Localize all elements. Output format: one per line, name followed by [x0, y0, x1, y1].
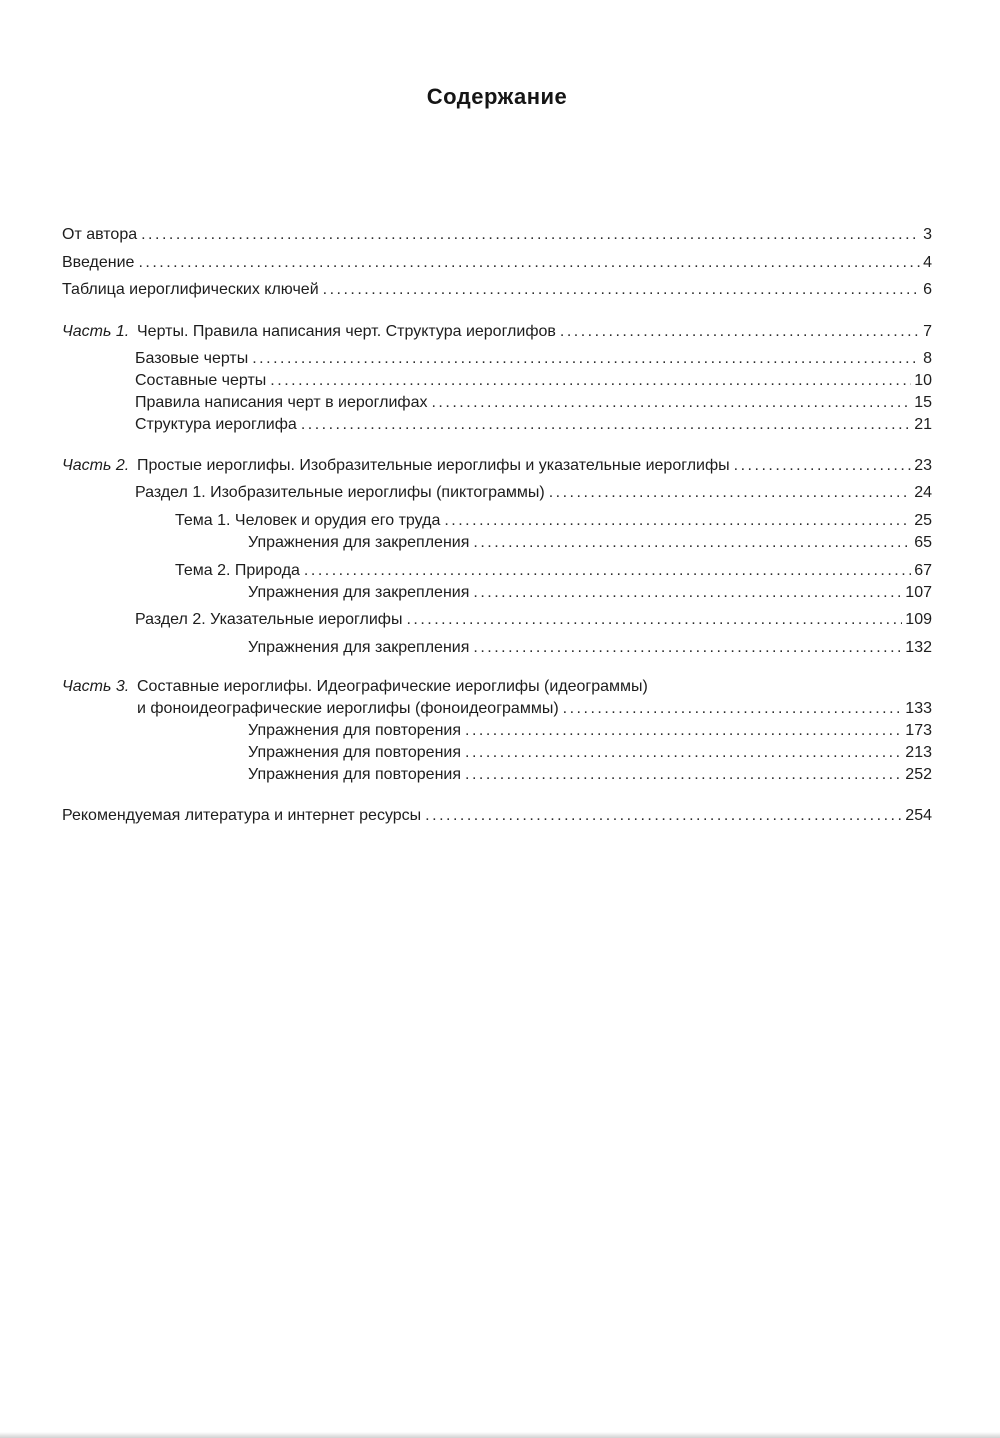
toc-entry — [175, 560, 932, 582]
toc-entry-label: Структура иероглифа — [135, 416, 297, 433]
toc-entry — [62, 321, 932, 343]
toc-entry — [248, 720, 932, 742]
dotted-leader — [425, 805, 902, 827]
toc-page-number: 213 — [905, 744, 932, 761]
toc-entry — [135, 392, 932, 414]
dotted-leader — [270, 370, 911, 392]
toc-page-number: 23 — [914, 457, 932, 474]
toc-entry — [62, 805, 932, 827]
toc-entry-label: Упражнения для повторения — [248, 722, 461, 739]
toc-entry-label: Простые иероглифы. Изобразительные иероглифы и указательные иероглифы — [137, 457, 730, 474]
toc-entry-label: Составные иероглифы. Идеографические иероглифы (идеограммы) — [137, 678, 648, 695]
toc-page-number: 173 — [905, 722, 932, 739]
toc-entry-label: Упражнения для закрепления — [248, 639, 470, 656]
dotted-leader — [323, 279, 920, 301]
dotted-leader — [406, 609, 902, 631]
toc-page-number: 252 — [905, 766, 932, 783]
toc-entry-label: От автора — [62, 226, 138, 243]
toc-entry-label: Тема 2. Природа — [175, 562, 300, 579]
dotted-leader — [473, 532, 911, 554]
toc-entry — [135, 370, 932, 392]
dotted-leader — [473, 637, 902, 659]
toc-entry — [175, 510, 932, 532]
toc-entry-label: Раздел 1. Изобразительные иероглифы (пиктограммы) — [135, 484, 545, 501]
toc-page-number: 24 — [914, 484, 932, 501]
toc-page-number: 3 — [923, 226, 932, 243]
dotted-leader — [138, 252, 920, 274]
toc-entry-label: Черты. Правила написания черт. Структура иероглифов — [137, 323, 556, 340]
toc-entry-label: Упражнения для закрепления — [248, 584, 470, 601]
toc-entry — [62, 676, 932, 698]
toc-entry — [248, 582, 932, 604]
toc-entry-part-label: Часть 2. — [62, 457, 130, 474]
toc-entry-label: Раздел 2. Указательные иероглифы — [135, 611, 403, 628]
toc-entry-label: Рекомендуемая литература и интернет ресурсы — [62, 807, 422, 824]
dotted-leader — [301, 414, 911, 436]
toc-page-number: 10 — [914, 372, 932, 389]
dotted-leader — [473, 582, 902, 604]
dotted-leader — [304, 560, 911, 582]
dotted-leader — [560, 321, 920, 343]
toc-entry-label: и фоноидеографические иероглифы (фоноидеограммы) — [137, 700, 559, 717]
toc-page-number: 132 — [905, 639, 932, 656]
toc-page-number: 6 — [923, 281, 932, 298]
toc-entry-label: Упражнения для закрепления — [248, 534, 470, 551]
toc-entry — [248, 764, 932, 786]
toc-entry-label: Тема 1. Человек и орудия его труда — [175, 512, 441, 529]
dotted-leader — [563, 698, 903, 720]
toc-page-number: 109 — [905, 611, 932, 628]
dotted-leader — [734, 455, 912, 477]
toc-entry-label: Базовые черты — [135, 350, 249, 367]
toc-entry-label: Упражнения для повторения — [248, 766, 461, 783]
toc-entry — [137, 698, 932, 720]
toc-entry — [135, 414, 932, 436]
dotted-leader — [465, 764, 902, 786]
toc-page-number: 107 — [905, 584, 932, 601]
table-of-contents — [62, 224, 932, 827]
toc-entry — [135, 348, 932, 370]
toc-page-number: 4 — [923, 254, 932, 271]
toc-entry — [248, 532, 932, 554]
toc-page-number: 133 — [905, 700, 932, 717]
toc-entry-label: Упражнения для повторения — [248, 744, 461, 761]
dotted-leader — [252, 348, 920, 370]
scan-edge-shadow — [0, 1432, 1000, 1438]
toc-entry-part-label: Часть 1. — [62, 323, 130, 340]
dotted-leader — [549, 482, 911, 504]
toc-entry-label: Таблица иероглифических ключей — [62, 281, 319, 298]
toc-page-number: 15 — [914, 394, 932, 411]
toc-page-number: 8 — [923, 350, 932, 367]
toc-page-number: 65 — [914, 534, 932, 551]
toc-entry-label: Введение — [62, 254, 135, 271]
toc-entry — [62, 252, 932, 274]
toc-page-number: 7 — [923, 323, 932, 340]
toc-entry-part-label: Часть 3. — [62, 678, 130, 695]
toc-page-number: 67 — [914, 562, 932, 579]
toc-entry — [248, 637, 932, 659]
dotted-leader — [141, 224, 920, 246]
dotted-leader — [465, 720, 902, 742]
toc-entry — [135, 482, 932, 504]
page-title: Содержание — [426, 84, 568, 109]
dotted-leader — [444, 510, 911, 532]
toc-page-number: 25 — [914, 512, 932, 529]
toc-page-number: 254 — [905, 807, 932, 824]
dotted-leader — [465, 742, 902, 764]
toc-entry — [135, 609, 932, 631]
toc-entry — [62, 224, 932, 246]
toc-page-number: 21 — [914, 416, 932, 433]
dotted-leader — [431, 392, 911, 414]
toc-entry — [62, 279, 932, 301]
toc-entry — [248, 742, 932, 764]
toc-entry — [62, 455, 932, 477]
toc-entry-label: Составные черты — [135, 372, 267, 389]
toc-entry-label: Правила написания черт в иероглифах — [135, 394, 428, 411]
